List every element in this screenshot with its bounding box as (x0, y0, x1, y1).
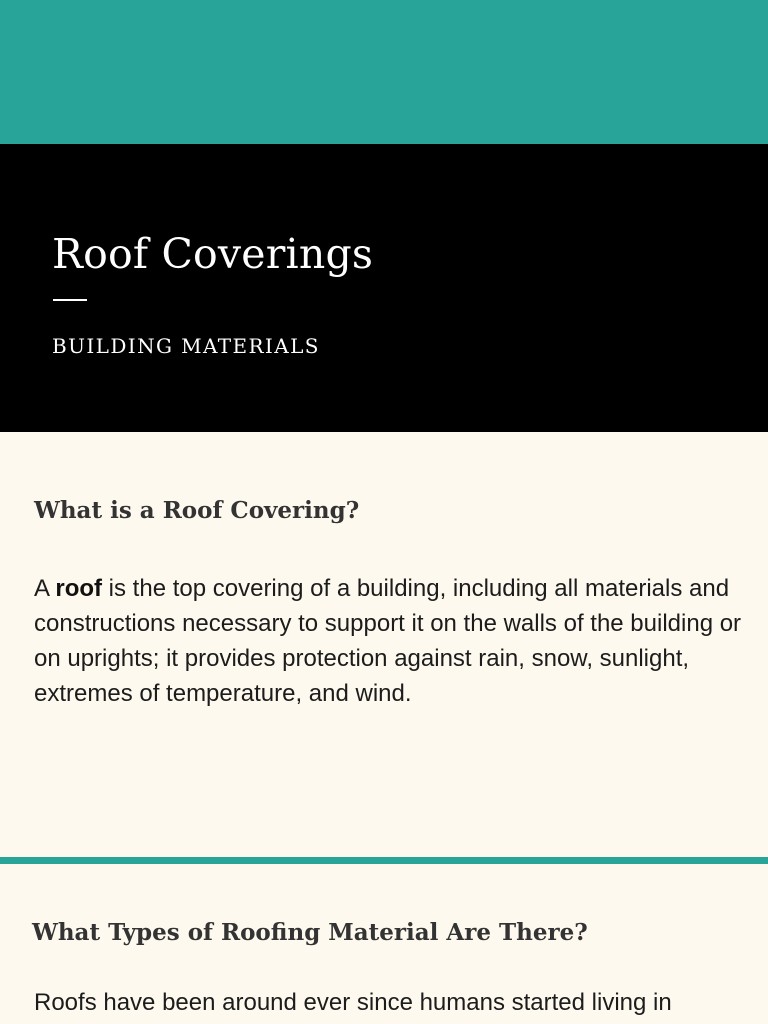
top-accent-band (0, 0, 768, 144)
section-heading: What is a Roof Covering? (34, 497, 360, 524)
paragraph-body: is the top covering of a building, including all materials and constructions necessary to support it on the walls of the building or on uprights; it provides protection against rain, snow, sunlight, extremes of temperature, and wind. (34, 575, 742, 707)
paragraph-prefix: A (34, 575, 56, 602)
section-paragraph (34, 571, 746, 711)
roof-covering-section (0, 432, 768, 857)
section-paragraph: Roofs have been around ever since humans started living in (34, 989, 672, 1016)
page-subtitle: BUILDING MATERIALS (52, 334, 320, 358)
roofing-types-section (0, 864, 768, 1024)
page-title: Roof Coverings (52, 230, 374, 278)
paragraph-bold-term: roof (55, 575, 103, 602)
hero-banner (0, 144, 768, 432)
section-divider (0, 857, 768, 864)
title-dash-divider (53, 299, 87, 301)
section-heading: What Types of Roofing Material Are There? (32, 919, 588, 946)
